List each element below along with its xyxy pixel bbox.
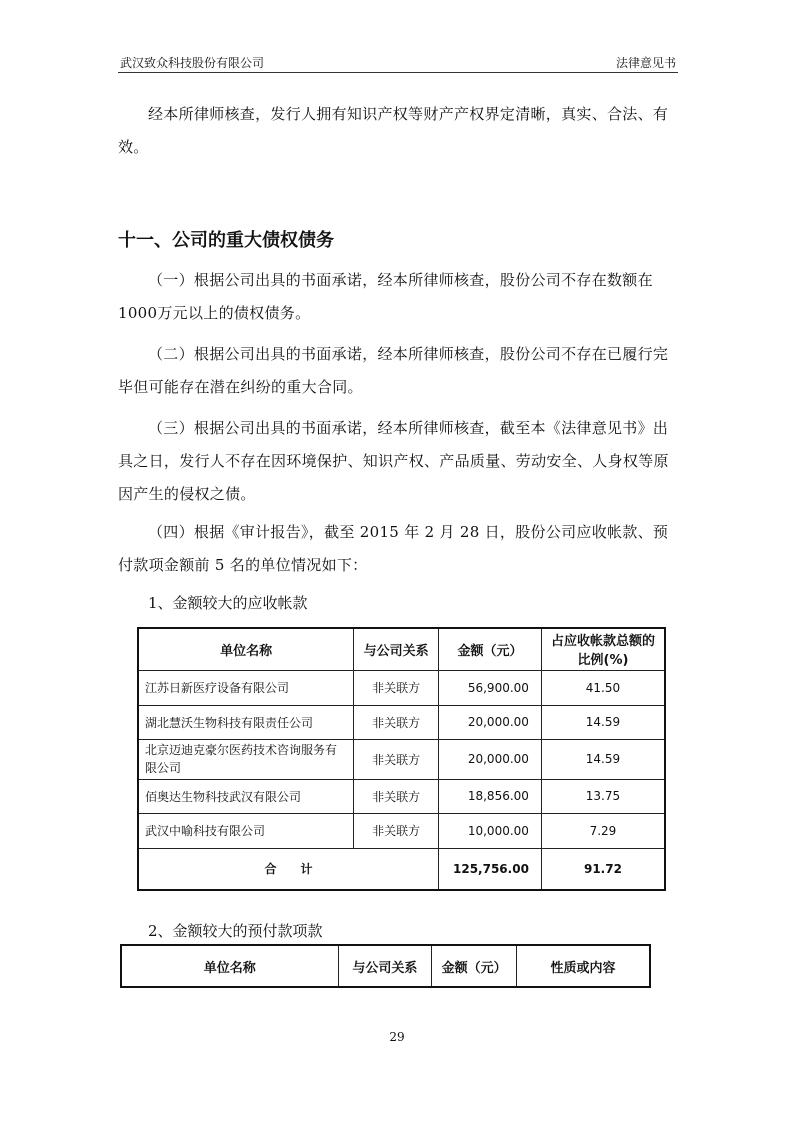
- cell-ratio: 41.50: [541, 670, 665, 705]
- cell-relation: 非关联方: [354, 813, 439, 848]
- paragraph-ip: 经本所律师核查，发行人拥有知识产权等财产产权界定清晰，真实、合法、有效。: [118, 105, 669, 156]
- header-company: 武汉致众科技股份有限公司: [120, 56, 265, 70]
- paragraph-2: （二）根据公司出具的书面承诺，经本所律师核查，股份公司不存在已履行完毕但可能存在潜在纠纷的重大合同。: [118, 345, 669, 396]
- cell-ratio: 13.75: [541, 779, 665, 813]
- col-header-amount: 金额（元）: [438, 628, 541, 670]
- cell-amount: 18,856.00: [438, 779, 541, 813]
- section-heading: 十一、公司的重大债权债务: [118, 230, 334, 251]
- paragraph-4: （四）根据《审计报告》，截至 2015 年 2 月 28 日，股份公司应收帐款、预付款项金额前 5 名的单位情况如下：: [118, 523, 669, 574]
- table-row: [138, 779, 665, 813]
- cell-unit: 湖北慧沃生物科技有限责任公司: [138, 705, 354, 739]
- table-row: [138, 670, 665, 705]
- cell-relation: 非关联方: [354, 670, 439, 705]
- cell-amount: 20,000.00: [438, 739, 541, 779]
- page-header: [118, 52, 678, 73]
- col-header-nature: 性质或内容: [517, 945, 650, 987]
- col-header-relation: 与公司关系: [338, 945, 432, 987]
- total-label: 合 计: [138, 848, 438, 890]
- paragraph-3: （三）根据公司出具的书面承诺，经本所律师核查，截至本《法律意见书》出具之日，发行人不存在因环境保护、知识产权、产品质量、劳动安全、人身权等原因产生的侵权之债。: [118, 419, 669, 503]
- cell-ratio: 14.59: [541, 739, 665, 779]
- total-amount: 125,756.00: [438, 848, 541, 890]
- col-header-unit: 单位名称: [121, 945, 338, 987]
- total-ratio: 91.72: [541, 848, 665, 890]
- cell-unit: 北京迈迪克豪尔医药技术咨询服务有限公司: [138, 739, 354, 779]
- table-header-row: [121, 945, 650, 987]
- subheading-receivables: 1、金额较大的应收帐款: [148, 594, 308, 612]
- subheading-prepayments: 2、金额较大的预付款项款: [148, 922, 323, 940]
- cell-relation: 非关联方: [354, 705, 439, 739]
- paragraph-1: （一）根据公司出具的书面承诺，经本所律师核查，股份公司不存在数额在1000万元以上的债权债务。: [118, 271, 653, 322]
- cell-amount: 10,000.00: [438, 813, 541, 848]
- cell-relation: 非关联方: [354, 739, 439, 779]
- page-number: 29: [389, 1030, 405, 1044]
- table-header-row: [138, 628, 665, 670]
- cell-amount: 20,000.00: [438, 705, 541, 739]
- receivables-table: [137, 627, 666, 891]
- col-header-relation: 与公司关系: [354, 628, 439, 670]
- col-header-amount: 金额（元）: [432, 945, 517, 987]
- cell-amount: 56,900.00: [438, 670, 541, 705]
- table-row: [138, 739, 665, 779]
- col-header-ratio: 占应收帐款总额的比例(%): [541, 628, 665, 670]
- cell-relation: 非关联方: [354, 779, 439, 813]
- cell-unit: 佰奥达生物科技武汉有限公司: [138, 779, 354, 813]
- cell-unit: 江苏日新医疗设备有限公司: [138, 670, 354, 705]
- cell-unit: 武汉中喻科技有限公司: [138, 813, 354, 848]
- table-total-row: [138, 848, 665, 890]
- cell-ratio: 7.29: [541, 813, 665, 848]
- cell-ratio: 14.59: [541, 705, 665, 739]
- prepayments-table: [120, 944, 651, 988]
- col-header-unit: 单位名称: [138, 628, 354, 670]
- table-row: [138, 813, 665, 848]
- table-row: [138, 705, 665, 739]
- header-doc-type: 法律意见书: [615, 56, 676, 70]
